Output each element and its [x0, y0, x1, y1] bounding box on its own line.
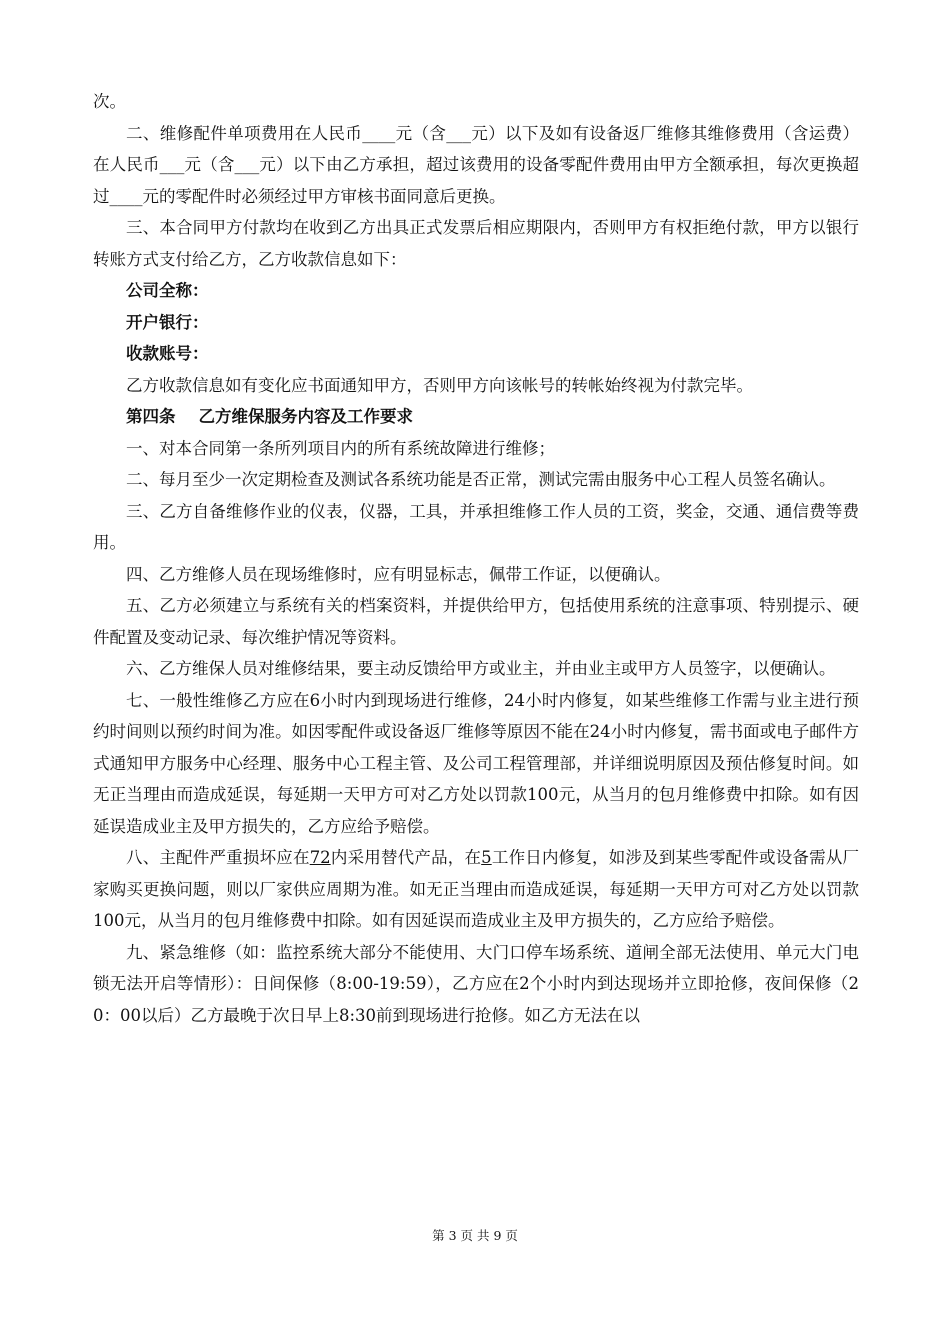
paragraph-item-1: 一、对本合同第一条所列项目内的所有系统故障进行维修；	[126, 438, 555, 458]
item-8-days-value: 5	[481, 848, 492, 867]
document-page	[93, 86, 859, 1031]
paragraph-item-2: 二、每月至少一次定期检查及测试各系统功能是否正常，测试完需由服务中心工程人员签名确认。	[126, 470, 836, 489]
paragraph-item-7: 七、一般性维修乙方应在6小时内到现场进行维修，24小时内修复，如某些维修工作需与业主进行预约时间则以预约时间为准。如因零配件或设备返厂维修等原因不能在24小时内修复，需书面或电子邮件方式通知甲方服务中心经理、服务中心工程主管、及公司工程管理部，并详细说明原因及预估修复时间。如无正当理由而造成延误，每延期一天甲方可对乙方处以罚款100元，从当月的包月维修费中扣除。如有因延误造成业主及甲方损失的，乙方应给予赔偿。	[93, 690, 859, 836]
item-8-text-c: 内采用替代产品，在	[330, 848, 482, 867]
paragraph-item-8	[93, 842, 859, 937]
paragraph-continuation: 次。	[93, 92, 126, 111]
item-8-text-a: 八、主配件严重损坏应在	[126, 848, 310, 867]
paragraph-item-6: 六、乙方维保人员对维修结果，要主动反馈给甲方或业主，并由业主或甲方人员签字，以便确认。	[126, 659, 836, 678]
paragraph-item-5: 五、乙方必须建立与系统有关的档案资料，并提供给甲方，包括使用系统的注意事项、特别提示、硬件配置及变动记录、每次维护情况等资料。	[93, 596, 859, 647]
paragraph-item-9: 九、紧急维修（如：监控系统大部分不能使用、大门口停车场系统、道闸全部无法使用、单元大门电锁无法开启等情形）：日间保修（8:00-19:59），乙方应在2个小时内到达现场并立即抢修，夜间保修（20：00以后）乙方最晚于次日早上8:30前到现场进行抢修。如乙方无法在以	[93, 942, 859, 1025]
paragraph-item-3: 三、乙方自备维修作业的仪表，仪器，工具，并承担维修工作人员的工资，奖金，交通、通信费等费用。	[93, 501, 859, 552]
page-footer: 第 3 页 共 9 页	[432, 1228, 518, 1243]
item-8-hours-value: 72	[309, 848, 331, 867]
paragraph-payment-terms: 三、本合同甲方付款均在收到乙方出具正式发票后相应期限内，否则甲方有权拒绝付款，甲方以银行转账方式支付给乙方，乙方收款信息如下：	[93, 218, 859, 269]
paragraph-payment-info-change: 乙方收款信息如有变化应书面通知甲方，否则甲方向该帐号的转帐始终视为付款完毕。	[126, 375, 753, 395]
label-company-name: 公司全称：	[126, 281, 209, 300]
label-account-number: 收款账号：	[126, 344, 209, 363]
item-8-text-e: 工作日内修复，如涉及到某些零配件或设备需从厂家购买更换问题，则以厂家供应周期为准。如无正当理由而造成延误，每延期一天甲方可对乙方处以罚款100元，从当月的包月维修费中扣除。如有因延误而造成业主及甲方损失的，乙方应给予赔偿。	[93, 848, 860, 930]
section-heading-article-4: 第四条 乙方维保服务内容及工作要求	[126, 407, 413, 426]
label-bank: 开户银行：	[126, 312, 209, 332]
paragraph-item-4: 四、乙方维修人员在现场维修时，应有明显标志，佩带工作证，以便确认。	[126, 564, 671, 584]
paragraph-repair-parts-cost: 二、维修配件单项费用在人民币____元（含___元）以下及如有设备返厂维修其维修费用（含运费）在人民币___元（含___元）以下由乙方承担，超过该费用的设备零配件费用由甲方全额承担，每次更换超过____元的零配件时必须经过甲方审核书面同意后更换。	[93, 123, 859, 206]
